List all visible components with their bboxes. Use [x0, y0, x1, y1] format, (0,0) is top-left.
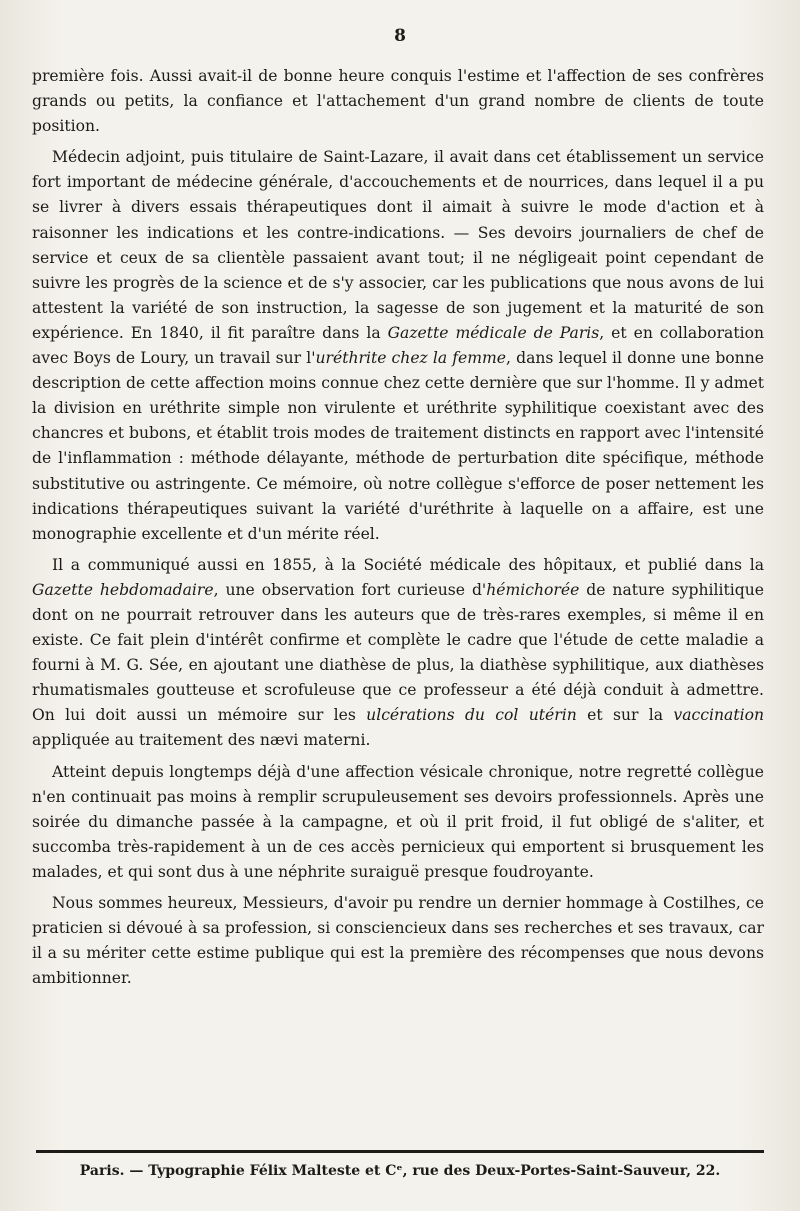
paragraph [32, 64, 764, 139]
body-text [32, 64, 764, 997]
text-run: Médecin adjoint, puis titulaire de Saint-Lazare, il avait dans cet établissement un service fort important de médecine générale, d'accouchements et de nourrices, dans lequel il a pu se livrer à divers essais thérapeutiques dont il aimait à suivre le mode d'action et à raisonner les indications et les contre-indications. — Ses devoirs journaliers de chef de service et ceux de sa clientèle passaient avant tout; il ne négligeait point cependant de suivre les progrès de la science et de s'y associer, car les publications que nous avons de lui attestent la variété de son instruction, la sagesse de son jugement et la maturité de son expérience. En 1840, il fit paraître dans la [32, 148, 764, 342]
text-run: et sur la [576, 706, 674, 725]
text-run: Atteint depuis longtemps déjà d'une affection vésicale chronique, notre regretté collègue n'en continuait pas moins à remplir scrupuleusement ses devoirs professionnels. Après une soirée du dimanche passée à la campagne, et où il prit froid, il fut obligé de s'aliter, et succomba très-rapidement à un de ces accès pernicieux qui emportent si brusquement les malades, et qui sont dus à une néphrite suraiguë presque foudroyante. [32, 762, 764, 881]
text-run: , et en collaboration avec Boys de Loury, un travail sur l' [32, 323, 764, 368]
paragraph [32, 145, 764, 547]
italic-title: hémichorée [486, 580, 580, 599]
paragraph [32, 891, 764, 991]
paragraph [32, 553, 764, 754]
italic-title: Gazette hebdomadaire [32, 580, 214, 599]
text-run: Il a communiqué aussi en 1855, à la Société médicale des hôpitaux, et publié dans la [52, 555, 764, 574]
italic-title: uréthrite chez la femme [315, 349, 507, 368]
printer-imprint: Paris. — Typographie Félix Malteste et Cᵉ, rue des Deux-Portes-Saint-Sauveur, 22. [79, 1163, 721, 1179]
text-run: appliquée au traitement des nævi materni. [32, 731, 371, 750]
text-run: de nature syphilitique dont on ne pourrait retrouver dans les auteurs que de très-rares exemples, si même il en existe. Ce fait plein d'intérêt confirme et complète le cadre que l'étude de cette maladie a fourni à M. G. Sée, en ajoutant une diathèse de plus, la diathèse syphilitique, aux diathèses rhumatismales goutteuse et scrofuleuse que ce professeur a été déjà conduit à admettre. On lui doit aussi un mémoire sur les [32, 580, 764, 725]
italic-title: vaccination [673, 706, 765, 725]
italic-title: ulcérations du col utérin [366, 706, 577, 725]
text-run: Nous sommes heureux, Messieurs, d'avoir pu rendre un dernier hommage à Costilhes, ce praticien si dévoué à sa profession, si consciencieux dans ses recherches et ses travaux, car il a su mériter cette estime publique qui est la première des récompenses que nous devons ambitionner. [32, 894, 764, 988]
text-run: , dans lequel il donne une bonne description de cette affection moins connue chez cette dernière que sur l'homme. Il y admet la division en uréthrite simple non virulente et uréthrite syphilitique coexistant avec des chancres et bubons, et établit trois modes de traitement distincts en rapport avec l'intensité de l'inflammation : méthode délayante, méthode de perturbation dite spécifique, méthode substitutive ou astringente. Ce mémoire, où notre collègue s'efforce de poser nettement les indications thérapeutiques suivant la variété d'uréthrite à laquelle on a affaire, est une monographie excellente et d'un mérite réel. [32, 349, 764, 543]
footer-rule [36, 1150, 764, 1153]
page-number: 8 [394, 26, 406, 46]
text-run: , une observation fort curieuse d' [213, 580, 487, 599]
text-run: première fois. Aussi avait-il de bonne heure conquis l'estime et l'affection de ses confrères grands ou petits, la confiance et l'attachement d'un grand nombre de clients de toute position. [32, 67, 764, 136]
paragraph [32, 760, 764, 885]
italic-title: Gazette médicale de Paris [387, 323, 600, 342]
